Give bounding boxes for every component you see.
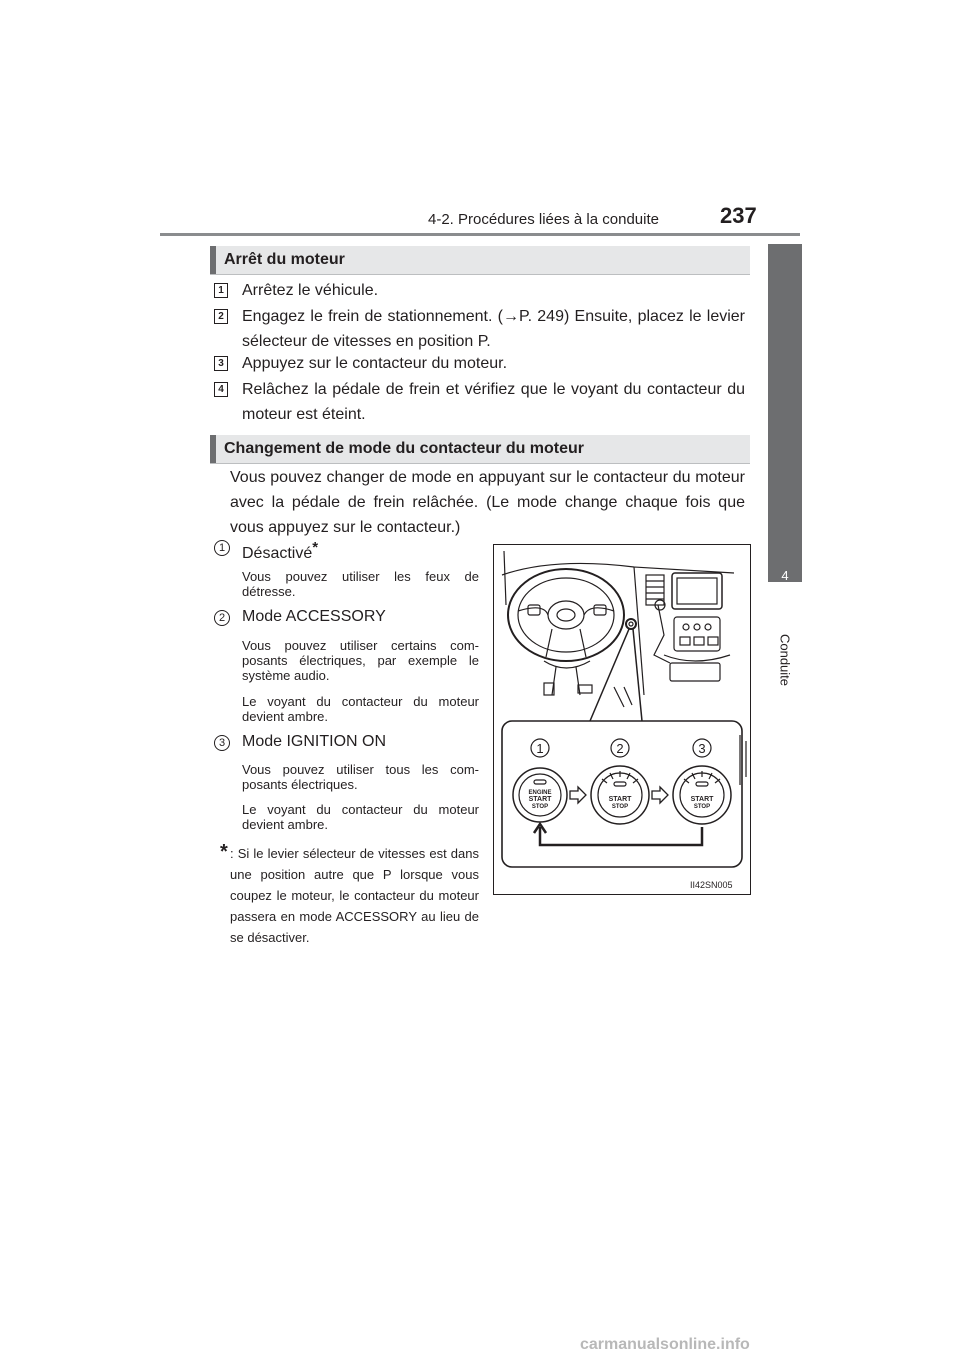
watermark: carmanualsonline.info	[580, 1336, 750, 1353]
mode-3-number: 3	[214, 735, 230, 751]
step-3-text: Appuyez sur le contacteur du moteur.	[242, 355, 508, 372]
mode-2-desc-2: Le voyant du contacteur du moteur devient ambre.	[242, 694, 479, 724]
chapter-label: Conduite	[777, 633, 793, 687]
step-4-number: 4	[214, 382, 228, 397]
chapter-number: 4	[781, 568, 789, 583]
button-2-stop-label: STOP	[611, 804, 629, 810]
section-title-stop-engine: Arrêt du moteur	[210, 246, 750, 275]
mode-2-title: Mode ACCESSORY	[242, 608, 386, 625]
mode-2-number: 2	[214, 610, 230, 626]
callout-1: 1	[536, 741, 544, 756]
callout-2: 2	[616, 741, 624, 756]
button-1-stop-label: STOP	[531, 804, 549, 810]
mode-change-intro: Vous pouvez changer de mode en appuyant sur le contacteur du moteur avec la pédale de frein relâchée. (Le mode change chaque fois que vous appuyez sur le contacteur.)	[230, 469, 745, 536]
step-4-text: Relâchez la pédale de frein et vérifiez que le voyant du contacteur du moteur est éteint.	[242, 381, 745, 423]
header-rule	[160, 233, 800, 236]
asterisk-icon: *	[312, 539, 319, 556]
figure-code: II42SN005	[690, 880, 733, 890]
section-title-mode-change: Changement de mode du contacteur du moteur	[210, 435, 750, 464]
mode-3-title: Mode IGNITION ON	[242, 733, 387, 750]
page-number: 237	[720, 203, 757, 228]
footnote-text: : Si le levier sélecteur de vitesses est dans une position autre que P lorsque vous coupez le moteur, le contacteur du moteur passera en mode ACCESSORY au lieu de se désactiver.	[230, 846, 479, 945]
mode-1-desc: Vous pouvez utiliser les feux de détresse.	[242, 569, 479, 599]
button-1-engine-label: ENGINE	[528, 790, 552, 796]
mode-3-desc-2: Le voyant du contacteur du moteur devient ambre.	[242, 802, 479, 832]
button-3-start-label: START	[690, 796, 714, 803]
mode-3-desc: Vous pouvez utiliser tous les com-posants électriques.	[242, 762, 479, 792]
step-1-number: 1	[214, 283, 228, 298]
dashboard-illustration	[493, 544, 751, 895]
chapter-tab	[768, 244, 802, 582]
asterisk-icon: *	[220, 841, 228, 863]
button-3-stop-label: STOP	[693, 804, 711, 810]
mode-1-number: 1	[214, 540, 230, 556]
step-2-text: Engagez le frein de stationnement. (→P. 249) Ensuite, placez le levier sélecteur de vitesses en position P.	[242, 308, 745, 350]
step-2-number: 2	[214, 309, 228, 324]
callout-3: 3	[698, 741, 706, 756]
mode-1-title: Désactivé*	[242, 539, 319, 562]
dashboard-drawing	[494, 545, 750, 894]
button-2-start-label: START	[608, 796, 632, 803]
step-1-text: Arrêtez le véhicule.	[242, 282, 379, 299]
mode-2-desc: Vous pouvez utiliser certains com-posants électriques, par exemple le système audio.	[242, 638, 479, 683]
button-1-start-label: START	[528, 796, 552, 803]
step-3-number: 3	[214, 356, 228, 371]
section-heading: 4-2. Procédures liées à la conduite	[428, 211, 659, 228]
